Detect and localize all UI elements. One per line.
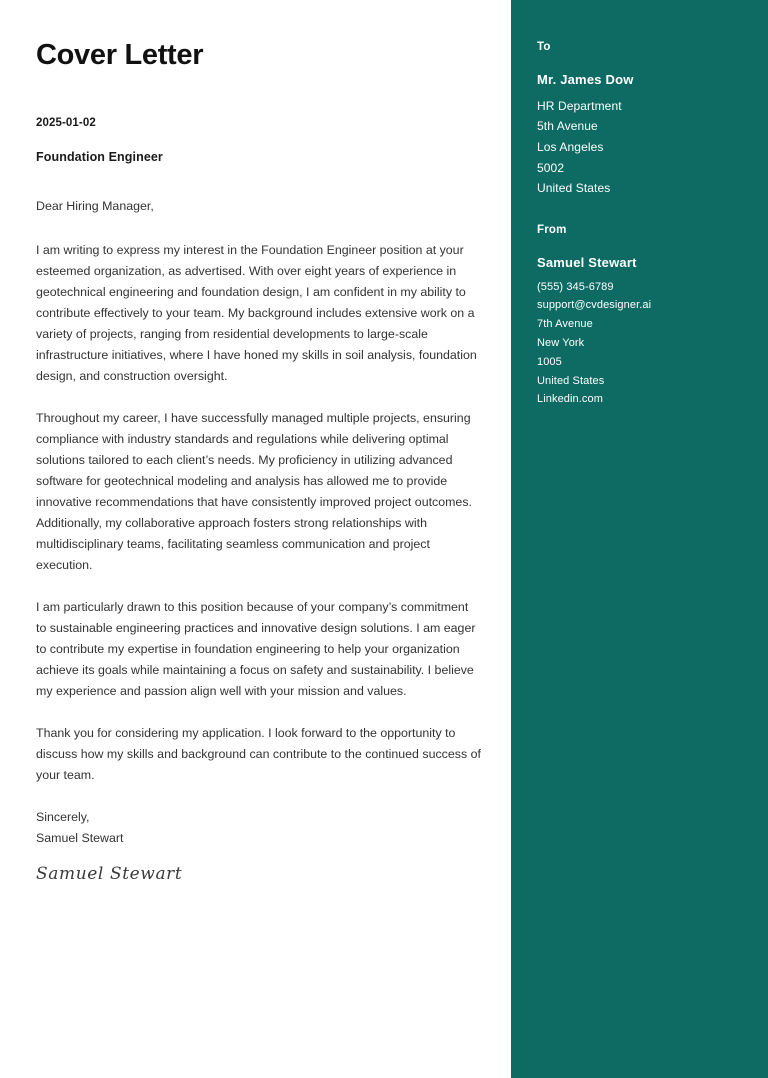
sender-contact-details	[537, 278, 748, 410]
signature: Samuel Stewart	[36, 864, 183, 885]
recipient-section	[537, 40, 748, 199]
sender-address-line: 7th Avenue	[537, 318, 593, 331]
recipient-address	[537, 96, 748, 199]
contact-sidebar	[511, 0, 768, 1078]
salutation: Dear Hiring Manager,	[36, 199, 154, 214]
closing-line: Sincerely,	[36, 810, 90, 825]
recipient-label: To	[537, 41, 551, 53]
recipient-address-line: 5002	[537, 160, 565, 175]
recipient-address-line: Los Angeles	[537, 140, 604, 155]
sender-phone: (555) 345-6789	[537, 280, 614, 293]
letter-paragraph: Thank you for considering my application. I look forward to the opportunity to discuss how my skills and background can contribute to the continued success of your team.	[36, 726, 481, 783]
recipient-address-line: United States	[537, 181, 611, 196]
job-title: Foundation Engineer	[36, 149, 163, 164]
sender-linkedin: Linkedin.com	[537, 393, 604, 406]
sender-address-line: United States	[537, 374, 605, 387]
sender-name: Samuel Stewart	[537, 254, 637, 270]
sender-email: support@cvdesigner.ai	[537, 299, 652, 312]
letter-paragraph: I am particularly drawn to this position because of your company’s commitment to sustainable engineering practices and innovative design solutions. I am eager to contribute my expertise in foundation engineering to help your organization achieve its goals while maintaining a focus on safety and sustainability. I believe my experience and passion align well with your mission and values.	[36, 600, 476, 699]
sign-off-block	[36, 807, 481, 849]
closing-name: Samuel Stewart	[36, 831, 124, 846]
letter-body	[36, 240, 482, 786]
recipient-address-line: 5th Avenue	[537, 119, 598, 134]
sender-address-line: 1005	[537, 355, 562, 368]
letter-paragraph: Throughout my career, I have successfully managed multiple projects, ensuring compliance with industry standards and regulations while delivering optimal solutions tailored to each client’s needs. My proficiency in utilizing advanced software for geotechnical modeling and analysis has allowed me to provide innovative recommendations that have consistently improved project outcomes. Additionally, my collaborative approach fosters strong relationships with multidisciplinary teams, facilitating seamless communication and project execution.	[36, 411, 472, 573]
recipient-address-line: HR Department	[537, 98, 622, 113]
recipient-name: Mr. James Dow	[537, 71, 634, 87]
letter-date: 2025-01-02	[36, 116, 96, 129]
sender-address-line: New York	[537, 337, 585, 350]
sender-section	[537, 223, 748, 409]
letter-paragraph: I am writing to express my interest in the Foundation Engineer position at your esteemed organization, as advertised. With over eight years of experience in geotechnical engineering and foundation design, I am confident in my ability to contribute effectively to your team. My background includes extensive work on a variety of projects, ranging from residential developments to large-scale infrastructure initiatives, where I have honed my skills in soil analysis, foundation design, and construction oversight.	[36, 243, 477, 384]
letter-meta	[36, 115, 481, 167]
sender-label: From	[537, 223, 567, 236]
page-title: Cover Letter	[36, 39, 204, 71]
